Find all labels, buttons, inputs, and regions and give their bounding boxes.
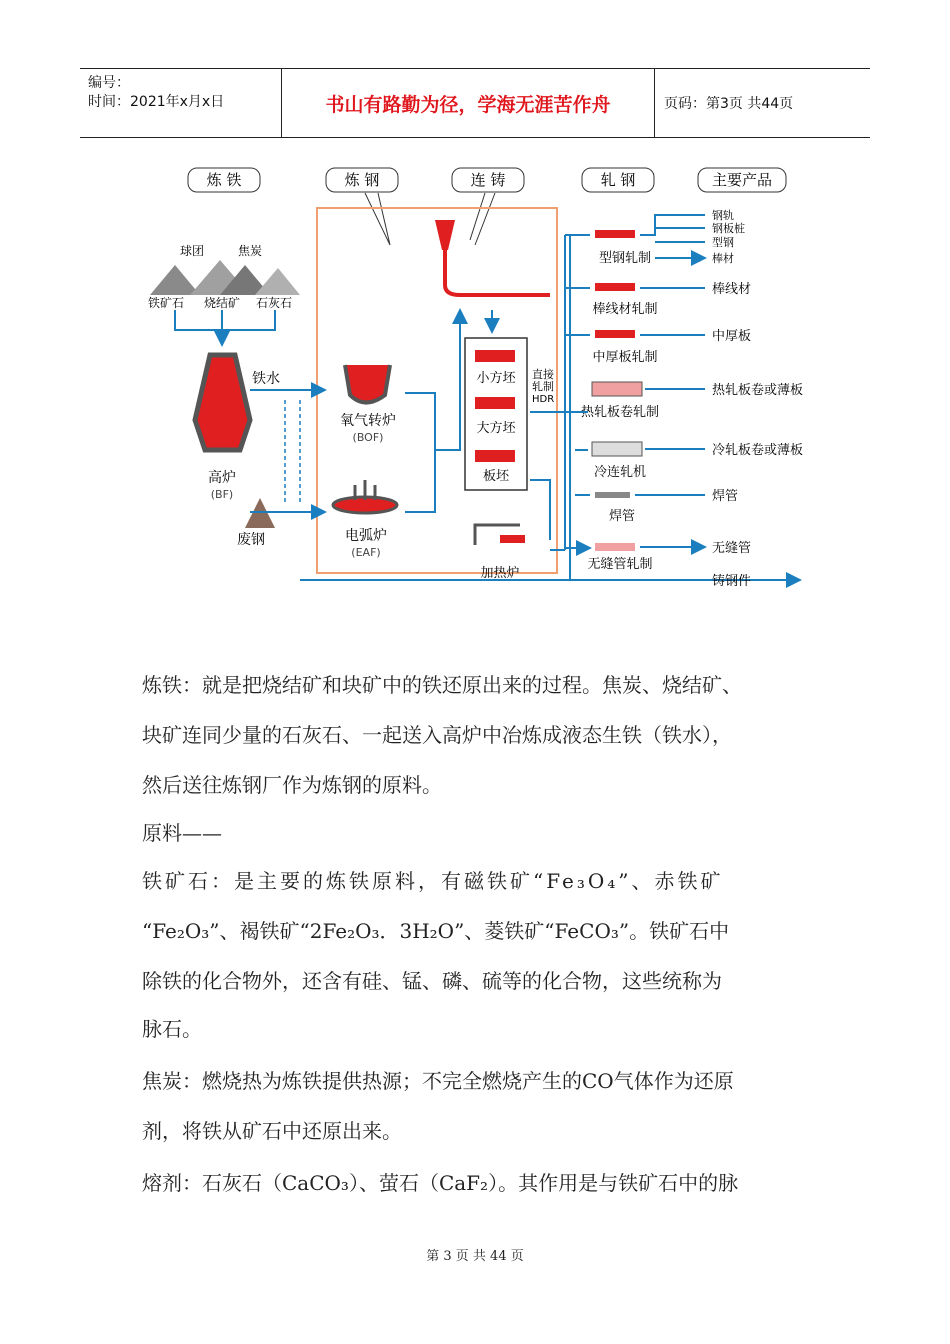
product-bar: 棒材: [712, 252, 734, 265]
paragraph-line: 剂，将铁从矿石中还原出来。: [142, 1119, 402, 1143]
billet-slab: 板坯: [482, 469, 510, 484]
stage-label-steel: 炼 钢: [344, 171, 380, 189]
product-plate: 中厚板: [712, 329, 752, 344]
blast-furnace-label: 高炉: [208, 470, 236, 486]
product-bar-wire: 棒线材: [712, 282, 752, 297]
paragraph-line: 熔剂：石灰石（CaCO₃）、萤石（CaF₂）。其作用是与铁矿石中的脉: [142, 1171, 739, 1195]
rolling-hot-strip: 热轧板卷轧制: [580, 405, 660, 420]
blast-furnace: [195, 355, 250, 501]
paragraph-line: “Fe₂O₃”、褐铁矿“2Fe₂O₃．3H₂O”、菱铁矿“FeCO₃”。铁矿石中: [142, 919, 730, 943]
page-footer: 第 3 页 共 44 页: [426, 1249, 524, 1264]
reheat-label: 加热炉: [480, 566, 520, 581]
hdr-label-1: 直接: [532, 368, 554, 381]
header-meta: [80, 69, 282, 137]
rolling-plate: 中厚板轧制: [592, 350, 658, 365]
stage-labels: [188, 168, 786, 245]
rolling-mills: [581, 230, 659, 572]
paragraph-line: 铁矿石：是主要的炼铁原料，有磁铁矿“Fe₃O₄”、赤铁矿: [142, 869, 724, 893]
paragraph-line: 块矿连同少量的石灰石、一起送入高炉中冶炼成液态生铁（铁水），: [142, 723, 732, 747]
product-cold-coil: 冷轧板卷或薄板: [712, 443, 804, 458]
reheating-furnace: [475, 525, 525, 581]
bof-label: 氧气转炉: [340, 413, 396, 429]
bof-converter: [340, 365, 396, 444]
product-welded-pipe: 焊管: [712, 489, 739, 504]
motto: 书山有路勤为径，学海无涯苦作舟: [282, 69, 655, 137]
rolling-bar-wire: 棒线材轧制: [592, 302, 658, 317]
product-hot-coil: 热轧板卷或薄板: [712, 383, 804, 398]
time-label: 时间：2021年x月x日: [88, 94, 225, 110]
products: [712, 208, 803, 589]
scrap-label: 废钢: [237, 532, 265, 548]
product-casting: 铸钢件: [712, 574, 752, 589]
paragraph-line: 除铁的化合物外，还含有硅、锰、磷、硫等的化合物，这些统称为: [142, 969, 722, 993]
product-seamless-pipe: 无缝管: [712, 541, 752, 556]
coke-label: 焦炭: [238, 244, 263, 258]
stage-label-casting: 连 铸: [470, 171, 506, 189]
rolling-welded-pipe: 焊管: [608, 509, 636, 524]
eaf-en: (EAF): [351, 546, 381, 559]
rolling-cold-mill: 冷连轧机: [593, 465, 647, 480]
paragraph-line: 原料——: [142, 821, 222, 845]
page-indicator: 页码：第3页 共44页: [664, 96, 794, 112]
product-sheet-pile: 钢板桩: [712, 222, 745, 235]
iron-water-label: 铁水: [252, 371, 280, 387]
iron-ore-label: 铁矿石: [148, 296, 185, 310]
stage-label-iron: 炼 铁: [206, 171, 242, 189]
eaf-furnace: [333, 480, 397, 559]
paragraph-line: 脉石。: [142, 1017, 202, 1041]
continuous-caster: [435, 220, 550, 332]
blast-furnace-en: (BF): [210, 488, 234, 501]
billet-small: 小方坯: [476, 371, 516, 386]
paragraph-line: 炼铁：就是把烧结矿和块矿中的铁还原出来的过程。焦炭、烧结矿、: [142, 673, 742, 697]
hdr-label-2: 轧制: [532, 380, 554, 393]
paragraph-line: 然后送往炼钢厂作为炼钢的原料。: [142, 773, 442, 797]
paragraph-line: 焦炭：燃烧热为炼铁提供热源；不完全燃烧产生的CO气体作为还原: [142, 1069, 734, 1093]
number-label: 编号：: [88, 75, 130, 91]
product-rail: 钢轨: [712, 209, 734, 222]
limestone-label: 石灰石: [256, 296, 293, 310]
steel-process-diagram: [140, 150, 840, 610]
billet-large: 大方坯: [476, 421, 516, 436]
raw-materials: [148, 243, 300, 345]
rolling-section: 型钢轧制: [598, 251, 652, 266]
rolling-seamless: 无缝管轧制: [587, 557, 653, 572]
page-header: [80, 68, 870, 138]
sinter-label: 烧结矿: [204, 296, 241, 310]
stage-label-rolling: 轧 钢: [600, 171, 636, 189]
bof-en: (BOF): [352, 431, 384, 444]
pellet-label: 球团: [180, 244, 205, 258]
product-section-steel: 型钢: [712, 236, 734, 249]
hdr-label-3: HDR: [532, 394, 555, 405]
stage-label-products: 主要产品: [711, 171, 773, 189]
eaf-label: 电弧炉: [345, 528, 387, 544]
